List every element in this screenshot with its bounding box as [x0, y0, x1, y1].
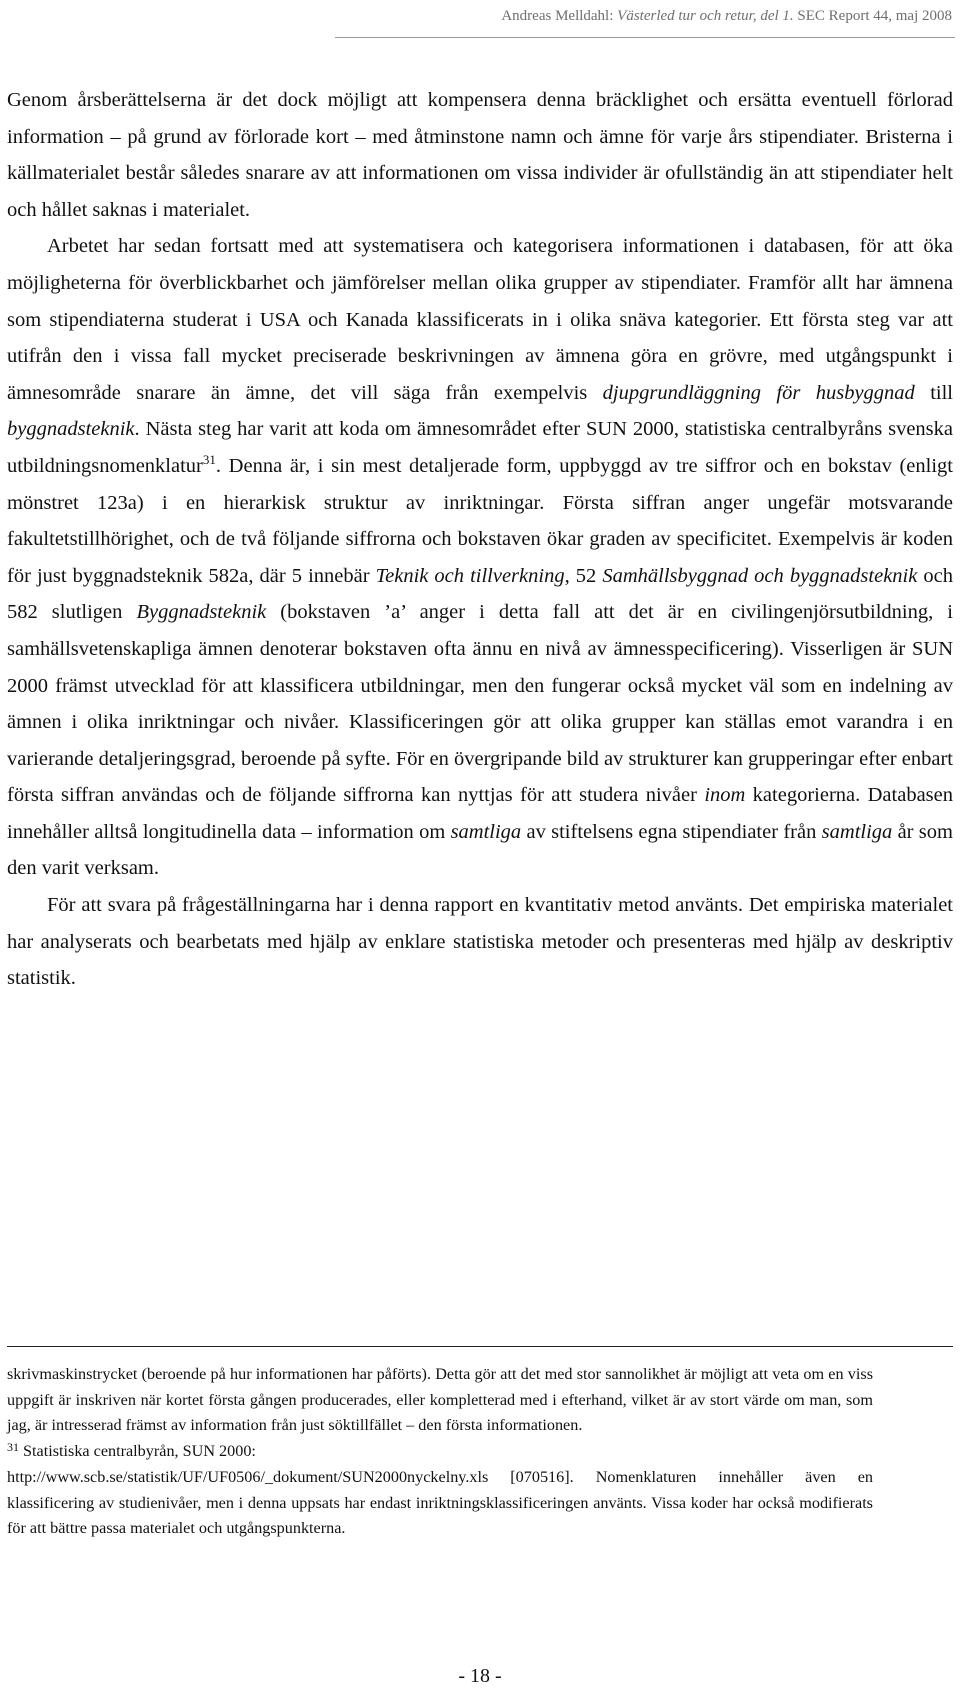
p1-text-1: Genom årsberättelserna är det dock möjligt att kompensera denna bräcklighet och ersätta eventuell förlorad information – på grund av förlorade kort – med åtminstone namn och ämne för varje års stipendiater. Bristerna i källmaterialet består således snarare av att informationen om vissa individer är ofullständig än att stipendiater helt och hållet saknas i materialet.	[7, 89, 953, 221]
p2-text-10: år som den varit verksam.	[7, 820, 953, 880]
header-title: Västerled tur och retur, del 1.	[617, 8, 794, 24]
p2-text-3: . Nästa steg har varit att koda om ämnesområdet efter SUN 2000, statistiska centralbyråns svenska utbildningsnomenklatur	[7, 418, 953, 477]
p2-text-8: kategorierna. Databasen innehåller alltså longitudinella data – information om	[7, 784, 953, 843]
footnotes	[7, 1362, 873, 1542]
p2-text-6: och 582 slutligen	[7, 564, 953, 624]
p2-text-1: Arbetet har sedan fortsatt med att systematisera och kategorisera informationen i databasen, för att öka möjligheterna för överblickbarhet och jämförelser mellan olika grupper av stipendiater. Framför allt har ämnena som stipendiaterna studerat i USA och Kanada klassificerats in i olika snäva kategorier. Ett första steg var att utifrån den i vissa fall mycket preciserade beskrivningen av ämnena göra en grövre, med utgångspunkt i ämnesområde snarare än ämne, det vill säga från exempelvis	[7, 235, 953, 404]
p2-italic-2: byggnadsteknik	[7, 418, 135, 441]
p2-italic-5: Byggnadsteknik	[136, 601, 267, 624]
footnote-31-line-1: Statistiska centralbyrån, SUN 2000:	[19, 1442, 256, 1461]
paragraph-1	[7, 82, 953, 228]
paragraph-3	[7, 887, 953, 997]
p2-italic-4: Samhällsbyggnad och byggnadsteknik	[602, 564, 918, 587]
p2-text-4: . Denna är, i sin mest detaljerade form, uppbyggd av tre siffror och en bokstav (enligt mönstret 123a) i en hierarkisk struktur av inriktningar. Första siffran anger ungefär motsvarande fakultetstillhörighet, och de två följande siffrorna och bokstaven ökar graden av specificitet. Exempelvis är koden för just byggnadsteknik 582a, där 5 innebär	[7, 454, 953, 587]
body-text	[7, 82, 953, 997]
header-report: SEC Report 44, maj 2008	[797, 8, 952, 24]
footnote-31	[7, 1439, 873, 1465]
p2-italic-7: samtliga	[450, 820, 522, 843]
header-author: Andreas Melldahl:	[501, 8, 614, 24]
p2-italic-8: samtliga	[821, 820, 893, 843]
page-number: - 18 -	[458, 1665, 502, 1687]
footnote-reference-31: 31	[202, 451, 216, 467]
p3-text-1: För att svara på frågeställningarna har i denna rapport en kvantitativ metod använts. Det empiriska materialet har analyserats och bearbetats med hjälp av enklare statistiska metoder och presenteras med hjälp av deskriptiv statistik.	[7, 894, 953, 990]
paragraph-2	[7, 228, 953, 887]
p2-text-5: , 52	[564, 564, 603, 587]
footnote-31-number: 31	[7, 1440, 19, 1455]
p2-italic-6: inom	[704, 784, 746, 807]
footnote-31-body: http://www.scb.se/statistik/UF/UF0506/_dokument/SUN2000nyckelny.xls [070516]. Nomenklaturen innehåller även en klassificering av studienivåer, men i denna uppsats har endast inriktningsklassificeringen använts. Vissa koder har också modifierats för att bättre passa materialet och utgångspunkterna.	[7, 1467, 873, 1538]
p2-text-7: (bokstaven ’a’ anger i detta fall att det är en civilingenjörsutbildning, i samhällsvetenskapliga ämnen denoterar bokstaven ofta ännu en nivå av ämnesspecificering). Visserligen är SUN 2000 främst utvecklad för att klassificera utbildningar, men den fungerar också mycket väl som en indelning av ämnen i olika inriktningar och nivåer. Klassificeringen gör att olika grupper kan ställas emot varandra i en varierande detaljeringsgrad, beroende på syfte. För en övergripande bild av strukturer kan grupperingar efter enbart första siffran användas och de följande siffrorna kan nyttjas för att studera nivåer	[7, 601, 953, 807]
footnote-separator	[7, 1346, 953, 1347]
p2-italic-1: djupgrundläggning för husbyggnad	[602, 381, 915, 404]
footnote-continuation: skrivmaskinstrycket (beroende på hur informationen har påförts). Detta gör att det med stor sannolikhet är möjligt att veta om en viss uppgift är inskriven när kortet första gången producerades, eller kompletterad med i efterhand, vilket är av stort värde om man, som jag, är intresserad främst av information från just söktillfället – den första informationen.	[7, 1365, 873, 1435]
p2-text-9: av stiftelsens egna stipendiater från	[521, 820, 822, 843]
p2-text-2: till	[914, 381, 953, 404]
running-header	[501, 8, 952, 25]
header-rule	[335, 37, 955, 38]
p2-italic-3: Teknik och tillverkning	[375, 564, 565, 587]
